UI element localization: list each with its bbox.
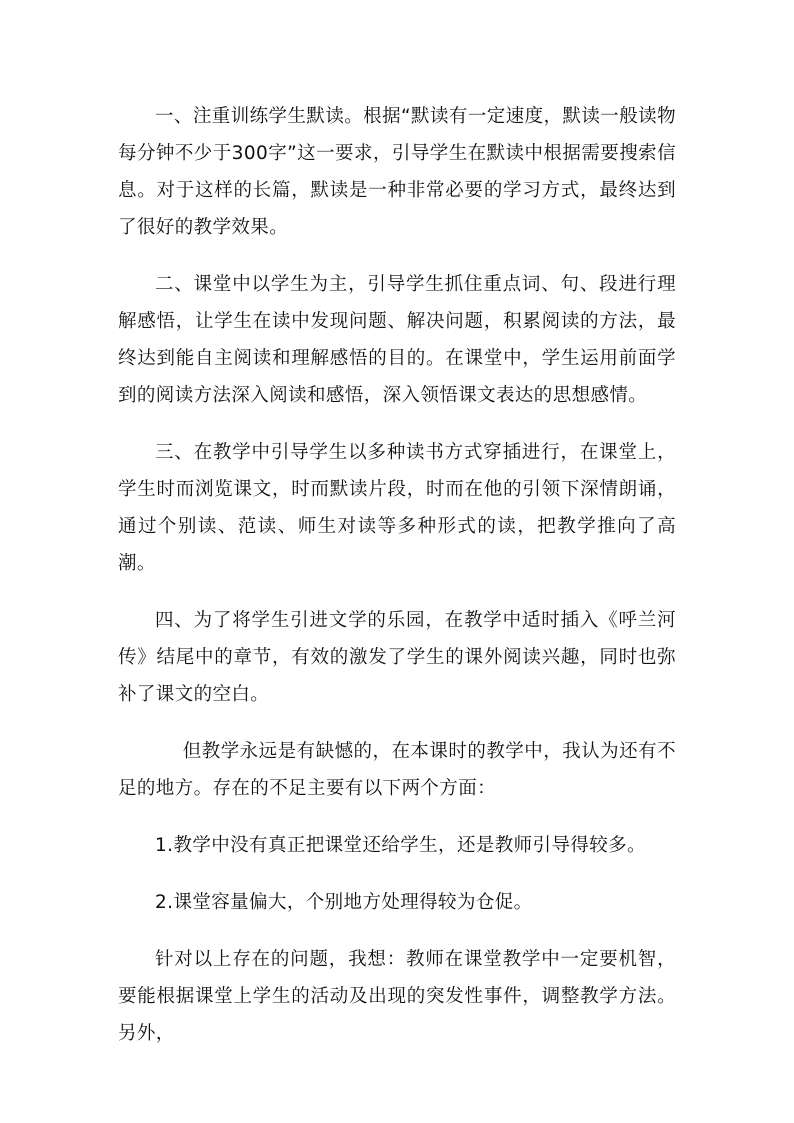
- paragraph-student-centered: 二、课堂中以学生为主，引导学生抓住重点词、句、段进行理解感悟，让学生在读中发现问题、解决问题，积累阅读的方法，最终达到能自主阅读和理解感悟的目的。在课堂中，学生运用前面学到的阅读方法深入阅读和感悟，深入领悟课文表达的思想感情。: [118, 274, 676, 406]
- paragraph-reading-methods: 三、在教学中引导学生以多种读书方式穿插进行，在课堂上，学生时而浏览课文，时而默读片段，时而在他的引领下深情朗诵，通过个别读、范读、师生对读等多种形式的读，把教学推向了高潮。: [118, 442, 676, 574]
- paragraph-shortcoming-1: 1.教学中没有真正把课堂还给学生，还是教师引导得较多。: [155, 835, 646, 856]
- paragraph-silent-reading: 一、注重训练学生默读。根据“默读有一定速度，默读一般读物每分钟不少于300字”这一要求，引导学生在默读中根据需要搜索信息。对于这样的长篇，默读是一种非常必要的学习方式，最终达到了很好的教学效果。: [118, 106, 676, 238]
- paragraph-shortcomings-intro: 但教学永远是有缺憾的，在本课时的教学中，我认为还有不足的地方。存在的不足主要有以下两个方面：: [118, 741, 676, 799]
- paragraph-shortcoming-2: 2.课堂容量偏大，个别地方处理得较为仓促。: [155, 892, 533, 913]
- paragraph-improvement: 针对以上存在的问题，我想：教师在课堂教学中一定要机智，要能根据课堂上学生的活动及出现的突发性事件，调整教学方法。另外，: [118, 949, 676, 1044]
- paragraph-literature-garden: 四、为了将学生引进文学的乐园，在教学中适时插入《呼兰河传》结尾中的章节，有效的激发了学生的课外阅读兴趣，同时也弥补了课文的空白。: [118, 610, 676, 705]
